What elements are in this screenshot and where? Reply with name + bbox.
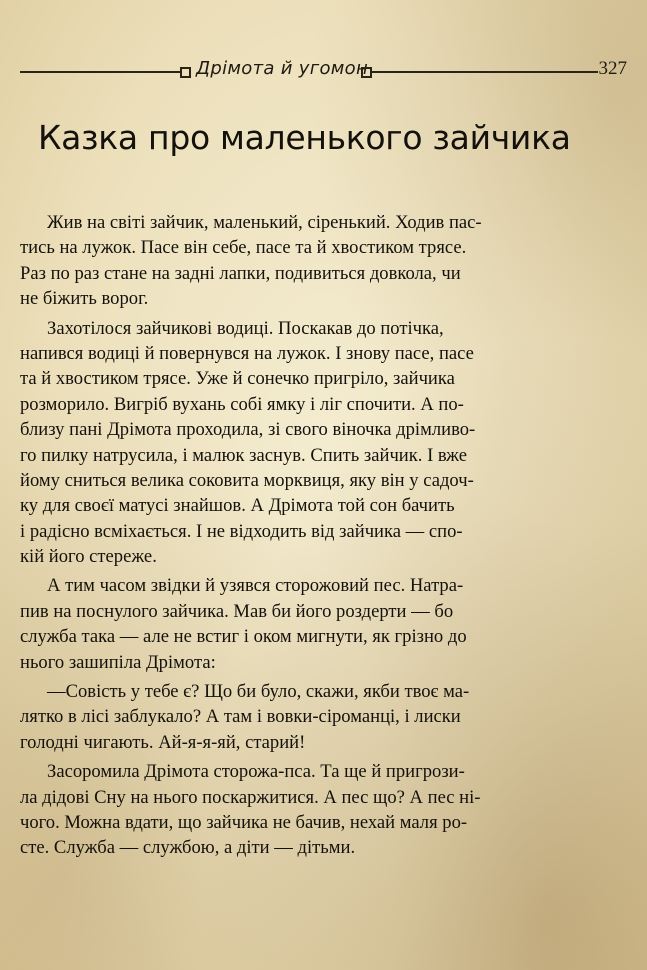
header-ornament-left-icon — [180, 67, 191, 78]
text-line: голодні чигають. Ай-я-я-яй, старий! — [20, 731, 306, 753]
text-line: і радісно всміхається. І не відходить від зайчика — спо- — [20, 520, 463, 542]
text-line: пив на поснулого зайчика. Мав би його роздерти — бо — [20, 600, 454, 622]
text-line: близу пані Дрімота проходила, зі свого віночка дрімливо- — [20, 419, 476, 441]
text-line: Жив на світі зайчик, маленький, сіренький. Ходив пас- — [47, 212, 482, 233]
text-line: Захотілося зайчикові водиці. Поскакав до потічка, — [47, 317, 444, 339]
text-line: ку для своєї матусі знайшов. А Дрімота той сон бачить — [20, 495, 455, 517]
text-line: йому сниться велика соковита морквиця, яку він у садоч- — [20, 469, 474, 491]
text-line: Засоромила Дрімота сторожа-пса. Та ще й пригрози- — [47, 761, 465, 783]
text-line: кій його стереже. — [20, 546, 157, 568]
running-header — [20, 56, 627, 86]
paragraph — [20, 679, 520, 755]
running-title: Дрімота й угомон — [196, 58, 369, 79]
paragraph — [20, 210, 520, 312]
paragraph — [20, 759, 520, 861]
header-rule-right — [372, 71, 598, 73]
text-line: напився водиці й повернувся на лужок. І знову пасе, пасе — [20, 342, 474, 364]
paragraph — [20, 573, 520, 675]
header-ornament-right-icon — [361, 67, 372, 78]
text-line: лятко в лісі заблукало? А там і вовки-сіроманці, і лиски — [20, 706, 461, 728]
page-number: 327 — [598, 58, 627, 79]
text-line: нього зашипіла Дрімота: — [20, 651, 216, 673]
text-line: чого. Можна вдати, що зайчика не бачив, нехай маля ро- — [20, 811, 468, 833]
header-rule-left — [20, 71, 180, 73]
text-line: розморило. Вигріб вухань собі ямку і ліг спочити. А по- — [20, 393, 464, 415]
text-line: та й хвостиком трясе. Уже й сонечко пригріло, зайчика — [20, 368, 455, 390]
text-line: служба така — але не встиг і оком мигнути, як грізно до — [20, 626, 467, 648]
story-text — [20, 210, 520, 865]
text-line: Раз по раз стане на задні лапки, подивиться довкола, чи — [20, 262, 461, 284]
text-line: го пилку натрусила, і малюк заснув. Спить зайчик. І вже — [20, 444, 468, 466]
text-line: ла дідові Сну на нього поскаржитися. А пес що? А пес ні- — [20, 786, 481, 808]
text-line: не біжить ворог. — [20, 288, 149, 310]
chapter-title: Казка про маленького зайчика — [38, 118, 571, 157]
text-line: А тим часом звідки й узявся сторожовий пес. Натра- — [47, 575, 464, 597]
text-line: сте. Служба — службою, а діти — дітьми. — [20, 837, 356, 859]
text-line: тись на лужок. Пасе він себе, пасе та й хвостиком трясе. — [20, 237, 467, 259]
text-line: —Совість у тебе є? Що би було, скажи, якби твоє ма- — [47, 681, 470, 703]
paragraph — [20, 316, 520, 570]
